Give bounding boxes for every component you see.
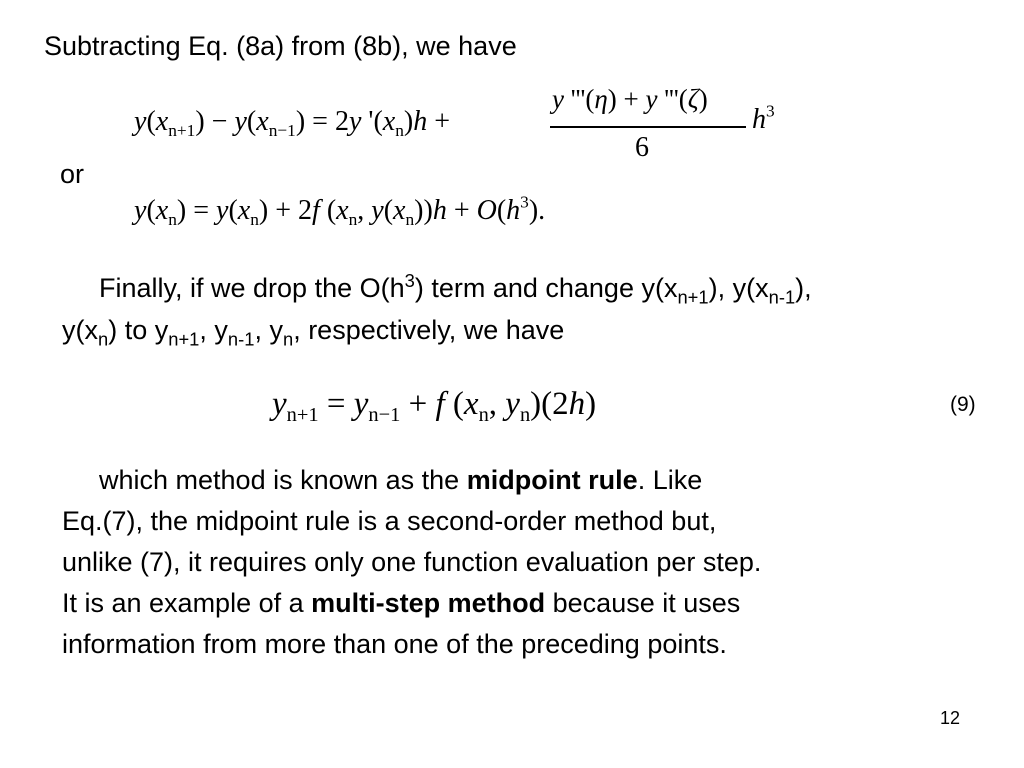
equation-9-midpoint-rule: $y_{n+1} = y_{n-1} + f$ ($x_n$, $y_n)(2h)$ [272,386,597,427]
paragraph-drop-term-line2 [62,314,565,350]
equation-8-rewritten: $y(x_n) = y(x_n) + 2f$ ($x_n$, $y(x_n))h + O(h^3)$. [134,192,546,230]
p1-line1-part-a: Finally, if we drop the O(h [99,273,405,303]
p1-line2-part-a: y(x [62,315,98,345]
equation-8-fraction-denominator: 6 [635,132,649,163]
p1-line2-part-e: , respectively, we have [293,315,565,345]
or-label: or [60,159,85,189]
paragraph-midpoint-line2: Eq.(7), the midpoint rule is a second-order method but, [62,506,717,536]
paragraph-midpoint-line4 [62,587,740,619]
equation-number: (9) [950,393,976,416]
p2-line1-part-b: . Like [637,465,703,495]
paragraph-drop-term-line1 [99,269,812,308]
p2-line4-part-b: because it uses [545,588,741,618]
p2-line1-part-a: which method is known as the [99,465,467,495]
equation-8-lhs: $y(x_{n+1}) - y(x_{n-1}) = 2y$ '$(x_n)h$ + [134,106,451,141]
page-number: 12 [940,708,961,728]
p1-line2-sub4: n [282,328,294,350]
paragraph-midpoint-line3: unlike (7), it requires only one function evaluation per step. [62,547,762,577]
equation-8-fraction-bar [550,126,746,128]
p1-line2-part-b: ) to y [108,315,169,345]
equation-8-fraction-numerator: y '''(η) + y '''(ζ) [552,84,708,114]
p1-line1-part-c: ), y(x [708,273,769,303]
multi-step-method-term: multi-step method [311,588,546,618]
p1-line2-part-c: , y [199,315,228,345]
p1-line1-sub2: n-1 [768,286,796,308]
p1-line1-sup: 3 [404,269,415,291]
p1-line1-sub1: n+1 [677,286,709,308]
p1-line2-part-d: , y [254,315,283,345]
p1-line2-sub1: n [98,328,109,350]
midpoint-rule-term: midpoint rule [466,465,638,495]
p1-line2-sub2: n+1 [168,328,200,350]
paragraph-midpoint-line5: information from more than one of the preceding points. [62,629,727,659]
p1-line2-sub3: n-1 [227,328,255,350]
equation-8-h-cubed: $h^3$ [752,101,775,135]
p2-line4-part-a: It is an example of a [62,588,312,618]
paragraph-midpoint-line1 [99,464,702,496]
p1-line1-part-b: ) term and change y(x [414,273,678,303]
heading-text: Subtracting Eq. (8a) from (8b), we have [44,31,517,61]
p1-line1-part-d: ), [795,273,812,303]
